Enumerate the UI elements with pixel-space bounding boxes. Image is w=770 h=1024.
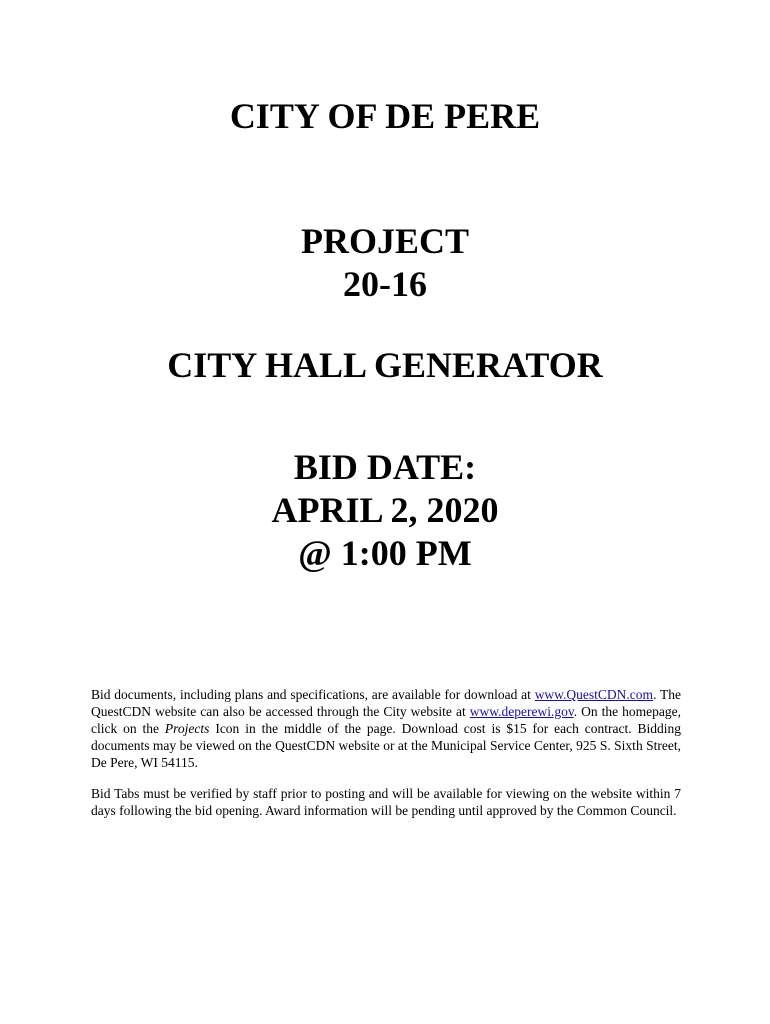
projects-italic: Projects bbox=[164, 721, 210, 736]
bid-documents-paragraph bbox=[91, 686, 681, 771]
city-title: CITY OF DE PERE bbox=[229, 96, 541, 136]
bid-date-label: BID DATE: bbox=[293, 447, 477, 487]
bid-tabs-paragraph: Bid Tabs must be verified by staff prior to posting and will be available for viewing on the website within 7 days following the bid opening. Award information will be pending until approved by the Common Council. bbox=[91, 786, 681, 818]
deperewi-link[interactable]: www.deperewi.gov bbox=[469, 704, 574, 719]
paragraph1-text-c: . On the homepage, click on the bbox=[91, 704, 682, 736]
project-label: PROJECT bbox=[300, 221, 469, 261]
project-number: 20-16 bbox=[343, 264, 427, 304]
bid-time: @ 1:00 PM bbox=[298, 533, 472, 573]
paragraph1-text-d: Icon in the middle of the page. Download cost is $15 for each contract. Bidding documents may be viewed on the QuestCDN website or at the Municipal Service Center, 925 S. Sixth Street, De Pere, WI 54115. bbox=[91, 721, 681, 770]
project-name: CITY HALL GENERATOR bbox=[167, 345, 603, 385]
paragraph1-text-a: Bid documents, including plans and specifications, are available for download at bbox=[91, 687, 535, 702]
questcdn-link[interactable]: www.QuestCDN.com bbox=[534, 687, 654, 702]
bid-date: APRIL 2, 2020 bbox=[271, 490, 499, 530]
paragraph1-text-b: . The QuestCDN website can also be accessed through the City website at bbox=[91, 687, 681, 719]
